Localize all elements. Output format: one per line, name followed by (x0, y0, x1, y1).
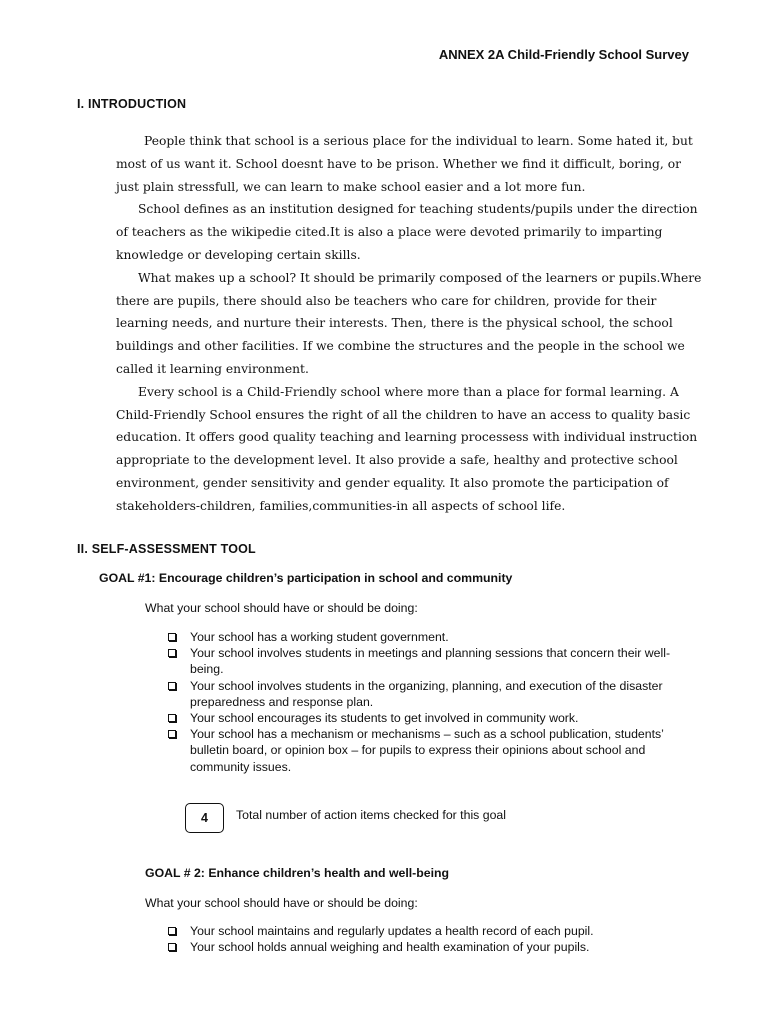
intro-paragraph: Every school is a Child-Friendly school where more than a place for formal learning. A Child-Friendly School ensures the right of all the children to have an access to quality basic education. It offers good quality teaching and learning processess with individual instruction appropriate to the development level. It also provide a safe, healthy and protective school environment, gender sensitivity and gender equality. It also promote the participation of stakeholders-children, families,communities-in all aspects of school life. (116, 384, 698, 513)
checklist-item-text: Your school maintains and regularly updates a health record of each pupil. (190, 924, 594, 938)
annex-title: ANNEX 2A Child-Friendly School Survey (438, 47, 689, 62)
checkbox-icon[interactable] (168, 927, 176, 935)
goal-1-count-label: Total number of action items checked for this goal (236, 808, 506, 822)
checklist-item (167, 678, 697, 710)
goal-2-lead: What your school should have or should be doing: (145, 896, 418, 910)
checklist-item-text: Your school has a mechanism or mechanisms – such as a school publication, students’ bulletin board, or opinion box – for pupils to express their opinions about school and community issues. (190, 727, 664, 774)
checklist-item-text: Your school holds annual weighing and health examination of your pupils. (190, 940, 590, 955)
goal-2-title: GOAL # 2: Enhance children’s health and well-being (145, 866, 450, 880)
checkbox-icon[interactable] (168, 730, 176, 738)
checklist-item-text: Your school involves students in meetings and planning sessions that concern their well-being. (190, 646, 671, 677)
goal-2-checklist (167, 923, 697, 955)
intro-paragraph: School defines as an institution designed for teaching students/pupils under the direction of teachers as the wikipedie cited.It is also a place were devoted primarily to imparting knowledge or developing certain skills. (116, 202, 698, 262)
checkbox-icon[interactable] (168, 943, 176, 951)
goal-1-title: GOAL #1: Encourage children’s participation in school and community (99, 571, 513, 585)
checklist-item-text: Your school involves students in the organizing, planning, and execution of the disaster preparedness and response plan. (190, 678, 663, 709)
checklist-item (167, 645, 697, 677)
checklist-item-text: Your school has a working student government. (190, 630, 449, 644)
checklist-item (167, 923, 697, 939)
checklist-item-text: Your school encourages its students to get involved in community work. (190, 711, 579, 726)
checkbox-icon[interactable] (168, 649, 176, 657)
section-heading-introduction: I. INTRODUCTION (77, 97, 187, 111)
checklist-item (167, 726, 697, 775)
goal-1-lead: What your school should have or should be doing: (145, 601, 418, 615)
checkbox-icon[interactable] (168, 682, 176, 690)
checklist-item (167, 939, 697, 955)
checklist-item (167, 629, 697, 645)
checkbox-icon[interactable] (168, 633, 176, 641)
introduction-body (116, 130, 706, 518)
goal-1-count-box[interactable]: 4 (185, 803, 224, 833)
intro-paragraph: What makes up a school? It should be primarily composed of the learners or pupils.Where there are pupils, there should also be teachers who care for children, provide for their learning needs, and nurture their interests. Then, there is the physical school, the school buildings and other facilities. If we combine the structures and the people in the school we called it learning environment. (116, 270, 702, 376)
section-heading-self-assessment: II. SELF-ASSESSMENT TOOL (77, 542, 256, 556)
goal-1-checklist (167, 629, 697, 775)
checkbox-icon[interactable] (168, 714, 176, 722)
checklist-item (167, 710, 697, 726)
intro-paragraph: People think that school is a serious place for the individual to learn. Some hated it, but most of us want it. School doesnt have to be prison. Whether we find it difficult, boring, or just plain stressfull, we can learn to make school easier and a lot more fun. (116, 134, 693, 194)
